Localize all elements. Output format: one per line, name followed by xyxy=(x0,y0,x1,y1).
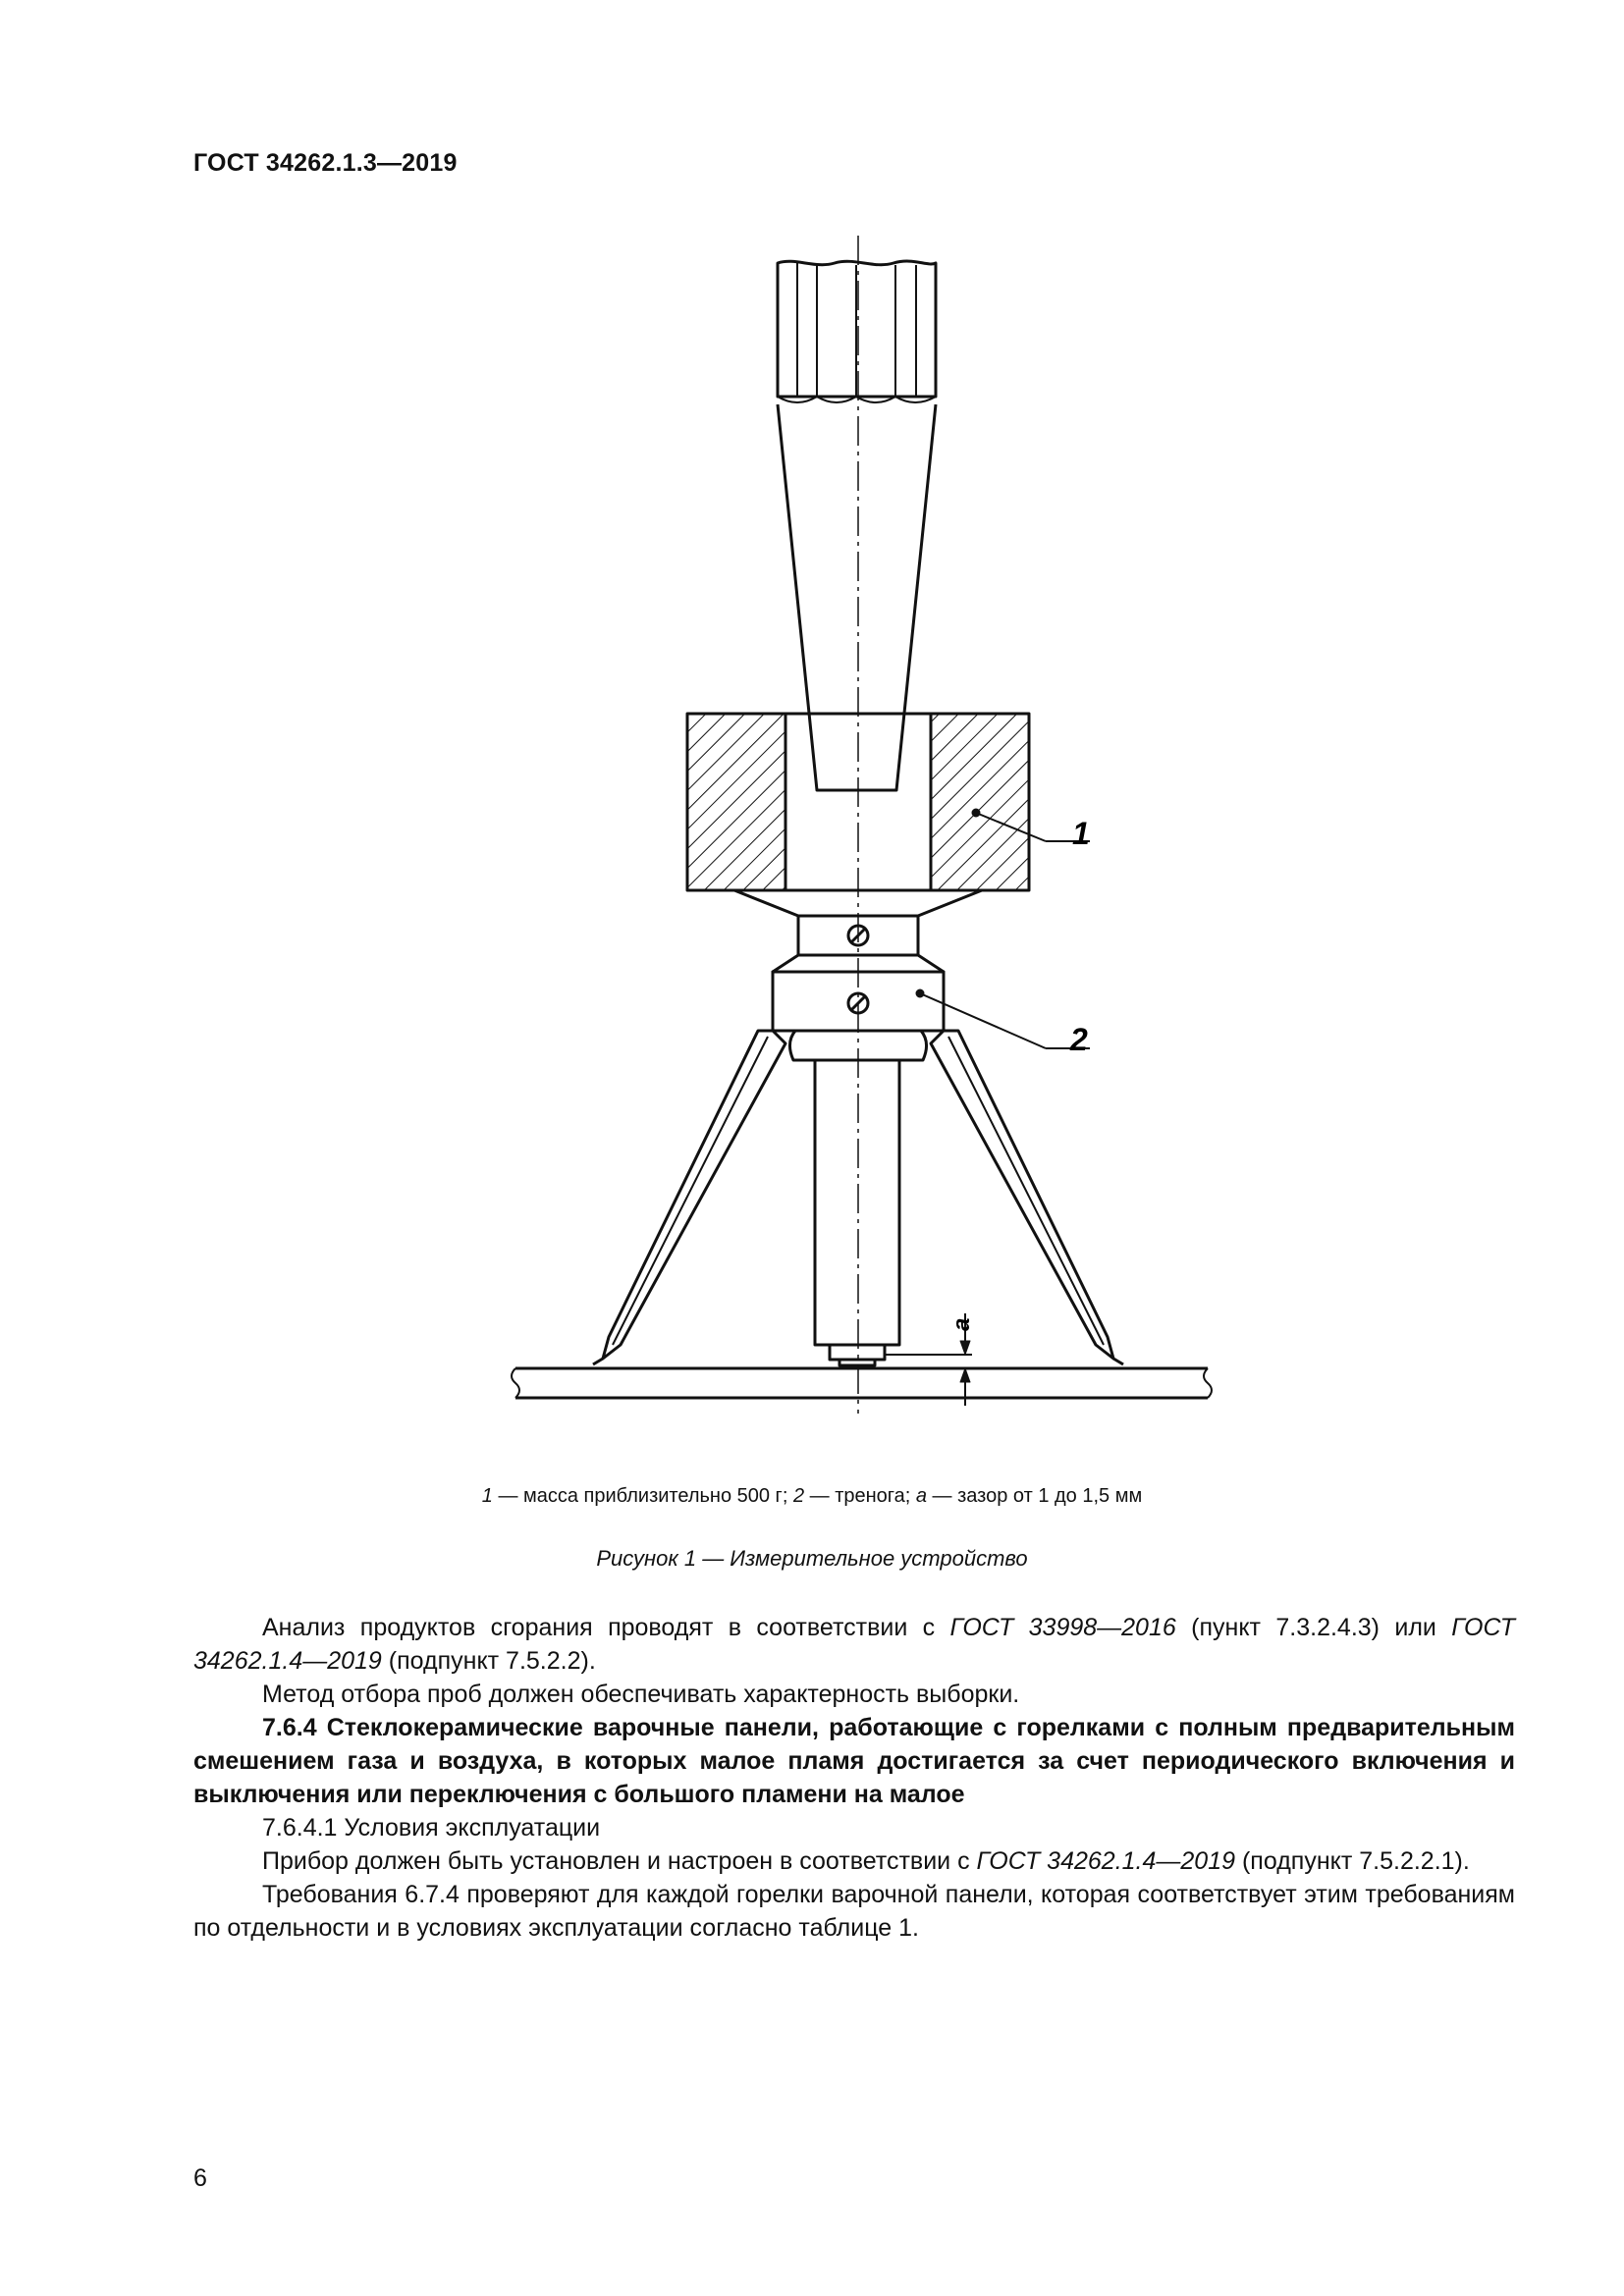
legend-key-a: a xyxy=(915,1485,927,1507)
figure-caption: Рисунок 1 — Измерительное устройство xyxy=(596,1546,1028,1571)
tapered-shaft xyxy=(778,404,936,790)
figure-label-2: 2 xyxy=(1070,1022,1088,1057)
paragraph-analysis xyxy=(193,1611,1515,1678)
figure-label-a: a xyxy=(948,1317,975,1331)
legend-text-1: — масса приблизительно 500 г; xyxy=(492,1485,793,1507)
p1-text-e: (подпункт 7.5.2.2). xyxy=(381,1647,596,1675)
body-text xyxy=(193,1611,1515,1945)
paragraph-requirements: Требования 6.7.4 проверяют для каждой горелки варочной панели, которая соответствует этим требованиям по отдельности и в условиях эксплуатации согласно таблице 1. xyxy=(193,1881,1515,1942)
lower-shaft xyxy=(815,1060,899,1345)
p5-text-c: (подпункт 7.5.2.2.1). xyxy=(1235,1847,1470,1875)
weight-right xyxy=(931,714,1029,890)
legend-key-1: 1 xyxy=(481,1485,493,1507)
page-number: 6 xyxy=(193,2164,207,2192)
p5-text-a: Прибор должен быть установлен и настроен в соответствии с xyxy=(262,1847,977,1875)
section-7-6-4-heading: 7.6.4 Стеклокерамические варочные панели, работающие с горелками с полным предварительным смешением газа и воздуха, в которых малое пламя достигается за счет периодического включения и выключения или переключения с большого пламени на малое xyxy=(193,1714,1515,1808)
legend-key-2: 2 xyxy=(792,1485,805,1507)
p1-ref-gost-33998: ГОСТ 33998—2016 xyxy=(949,1614,1176,1641)
figure-legend xyxy=(0,1485,1624,1508)
p5-ref-gost: ГОСТ 34262.1.4—2019 xyxy=(976,1847,1236,1875)
paragraph-installation xyxy=(193,1844,1515,1878)
weight-left xyxy=(687,714,785,890)
p1-text-a: Анализ продуктов сгорания проводят в соответствии с xyxy=(262,1614,950,1641)
document-header: ГОСТ 34262.1.3—2019 xyxy=(193,149,458,177)
legend-text-2: — тренога; xyxy=(804,1485,916,1507)
p1-ref-gost-34262: ГОСТ 34262.1.4—2019 xyxy=(193,1614,1515,1675)
subsection-7-6-4-1-heading: 7.6.4.1 Условия эксплуатации xyxy=(262,1814,601,1842)
figure-label-1: 1 xyxy=(1072,816,1090,851)
paragraph-sampling: Метод отбора проб должен обеспечивать характерность выборки. xyxy=(262,1681,1020,1708)
legend-text-3: — зазор от 1 до 1,5 мм xyxy=(927,1485,1143,1507)
p1-text-c: (пункт 7.3.2.4.3) или xyxy=(1175,1614,1452,1641)
